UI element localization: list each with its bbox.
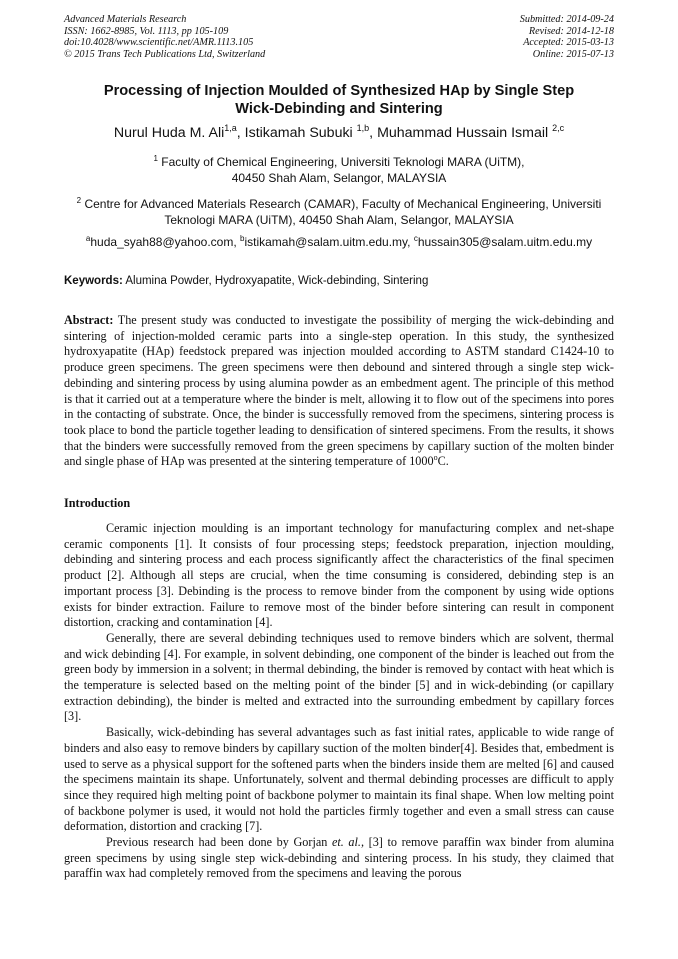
affiliation-1	[50, 154, 628, 186]
email-address: istikamah@salam.uitm.edu.my	[244, 235, 408, 249]
author-affiliation-mark: 1,a	[224, 123, 237, 133]
abstract-unit: C.	[437, 454, 449, 469]
author-name: Muhammad Hussain Ismail	[377, 125, 553, 141]
paper-title	[60, 82, 618, 118]
email-mark: c	[413, 234, 418, 243]
affiliation-text: Teknologi MARA (UiTM), 40450 Shah Alam, Selangor, MALAYSIA	[164, 213, 514, 227]
author-list	[40, 124, 638, 142]
paragraph-emphasis: et. al.,	[331, 835, 365, 850]
email-mark: b	[240, 234, 245, 243]
author-name: Istikamah Subuki	[244, 125, 357, 141]
keywords-text: Alumina Powder, Hydroxyapatite, Wick-debinding, Sintering	[122, 275, 429, 287]
affiliation-mark: 1	[153, 154, 158, 163]
author-emails	[50, 234, 628, 250]
affiliation-mark: 2	[76, 196, 82, 205]
email-separator: ,	[407, 235, 414, 249]
author-separator: ,	[236, 125, 245, 141]
degree-mark: o	[433, 453, 438, 463]
title-line: Processing of Injection Moulded of Synthesized HAp by Single Step	[103, 83, 575, 99]
paragraph	[64, 835, 614, 882]
paragraph: Generally, there are several debinding techniques used to remove binders which are solvent, thermal and wick debinding [4]. For example, in solvent debinding, one component of the binder is leached out from the green body by immersion in a solvent; in thermal debinding, the binder is removed by contact with heat which is the temperature is selected based on the melting point of the binder [5] and in wick-debinding (or capillary extraction debinding), the binder is melted and extracted into the surrounding embedment by capillary forces [3].	[64, 630, 614, 724]
abstract	[64, 313, 614, 470]
journal-name: Advanced Materials Research	[64, 14, 187, 25]
submitted-date: Submitted: 2014-09-24	[519, 14, 614, 25]
keywords	[64, 274, 614, 289]
email-address: hussain305@salam.uitm.edu.my	[417, 235, 593, 249]
paragraph-text: [3] to remove paraffin wax binder from alumina green specimens by using single step wick-debinding and sintering process. In his study, they claimed that paraffin wax had completely removed from the specimens and leaving the porous	[64, 835, 614, 881]
email-mark: a	[85, 234, 91, 243]
affiliation-text: Faculty of Chemical Engineering, Universiti Teknologi MARA (UiTM),	[157, 155, 525, 169]
revised-date: Revised: 2014-12-18	[528, 25, 614, 37]
dates-header	[520, 14, 614, 60]
affiliation-2	[50, 196, 628, 228]
title-line: Wick-Debinding and Sintering	[235, 101, 443, 117]
author-name: Nurul Huda M. Ali	[113, 125, 225, 141]
accepted-date: Accepted: 2015-03-13	[523, 37, 614, 49]
author-affiliation-mark: 1,b	[356, 123, 370, 133]
abstract-label: Abstract:	[64, 313, 114, 327]
paragraph: Basically, wick-debinding has several advantages such as fast initial rates, applicable to wide range of binders and also easy to remove binders by capillary suction of the molten binder[4]. Besides that, embedment is used to serve as a physical support for the softened parts when the binders inside them are melted [6] and caused the specimens maintain its shape. Unfortunately, solvent and thermal debinding processes are difficult to apply since they required high melting point of backbone polymer to maintain its final shape. When low melting point of backbone polymer is used, it would not hold the particles firmly together and even a small stress can cause deformation, distortion and cracking [7].	[64, 725, 614, 834]
affiliation-text: Centre for Advanced Materials Research (CAMAR), Faculty of Mechanical Engineering, Universiti	[81, 197, 602, 211]
journal-issn: ISSN: 1662-8985, Vol. 1113, pp 105-109	[64, 25, 229, 37]
journal-copyright: © 2015 Trans Tech Publications Ltd, Switzerland	[64, 48, 266, 60]
journal-doi: doi:10.4028/www.scientific.net/AMR.1113.105	[64, 37, 254, 49]
section-heading-introduction: Introduction	[64, 496, 131, 510]
keywords-label: Keywords:	[64, 275, 123, 287]
journal-info-header	[64, 14, 265, 60]
affiliation-text: 40450 Shah Alam, Selangor, MALAYSIA	[231, 171, 447, 185]
email-separator: ,	[233, 235, 240, 249]
email-address: huda_syah88@yahoo.com	[90, 235, 234, 249]
author-separator: ,	[369, 125, 378, 141]
paragraph-text: Previous research had been done by Gorjan	[106, 835, 332, 850]
author-affiliation-mark: 2,c	[552, 123, 565, 133]
abstract-text: The present study was conducted to investigate the possibility of merging the wick-debinding and sintering of injection-molded ceramic parts into a single-step operation. In this study, the synthesized hydroxyapatite (HAp) feedstock prepared was injection moulded according to ASTM standard C1424-10 to produce green specimens. The green specimens were then debound and sintered through a single step wick-debinding and sintering process by using alumina powder as an embedment agent. The principle of this method is that it carried out at a temperature where the binder is melt, allowing it to flow out of the specimens into pores in the contacting of substrate. Once, the binder is successfully removed from the specimens, sintering process is took place to bond the particle together leading to densification of sintered specimens. From the results, it shows that the binders were successfully removed from the green specimens by capillary suction of the molten binder and single phase of HAp was presented at the sintering temperature of 1000	[64, 313, 614, 469]
online-date: Online: 2015-07-13	[532, 48, 614, 60]
paragraph: Ceramic injection moulding is an important technology for manufacturing complex and net-shape ceramic components [1]. It consists of four processing steps; feedstock preparation, injection moulding, debinding and sintering process and each process significantly affect the characteristics of the final specimen product [2]. Although all steps are crucial, when the time consuming is considered, debinding step is an important process [3]. Debinding is the process to remove binder from the component by using wide options exists for binder extraction. Failure to remove most of the binder before sintering can result in component distortion, cracking and contamination [4].	[64, 521, 614, 630]
introduction-body	[64, 521, 614, 882]
